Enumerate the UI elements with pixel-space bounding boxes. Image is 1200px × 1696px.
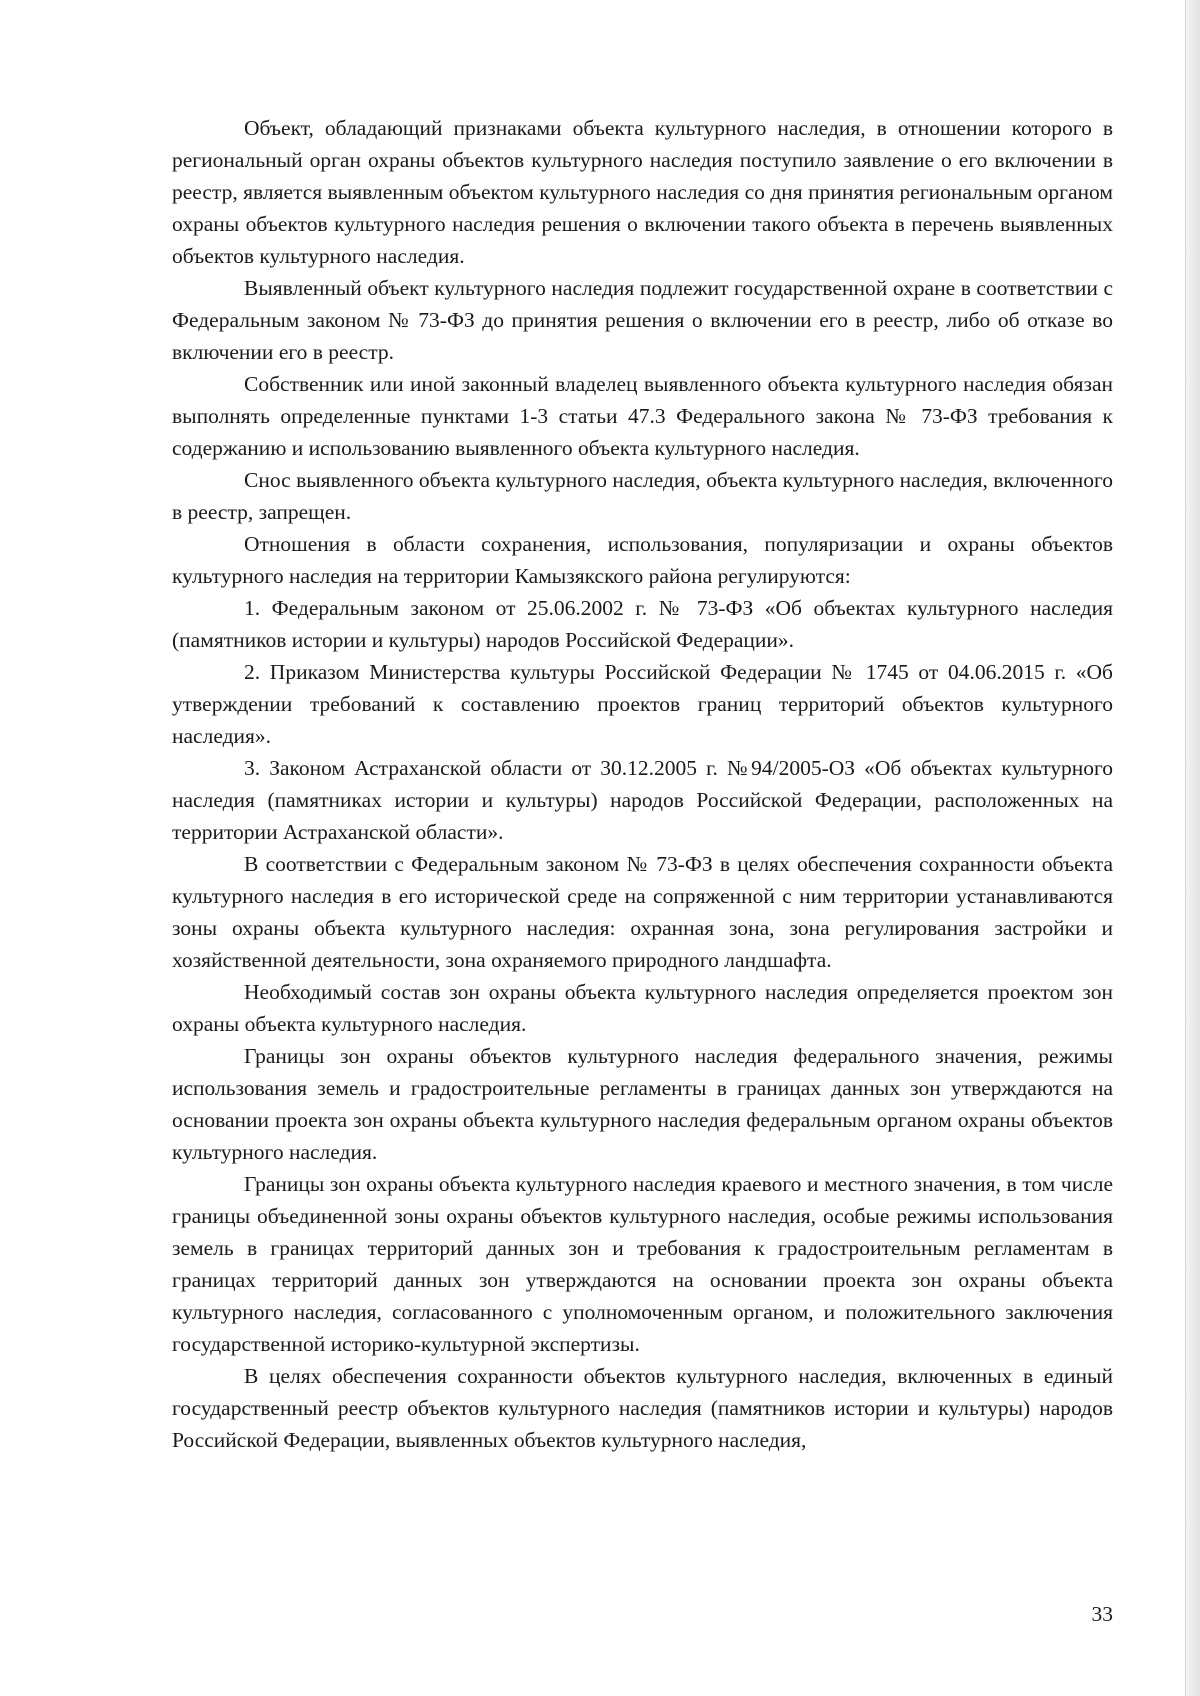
paragraph: Границы зон охраны объектов культурного наследия федерального значения, режимы использования земель и градостроительные регламенты в границах данных зон утверждаются на основании проекта зон охраны объекта культурного наследия федеральным органом охраны объектов культурного наследия. [172,1044,1113,1164]
list-item-paragraph: 3. Законом Астраханской области от 30.12.2005 г. №94/2005-ОЗ «Об объектах культурного наследия (памятниках истории и культуры) народов Российской Федерации, расположенных на территории Астраханской области». [172,756,1113,844]
list-item-paragraph: 1. Федеральным законом от 25.06.2002 г. № 73-ФЗ «Об объектах культурного наследия (памятников истории и культуры) народов Российской Федерации». [172,596,1113,652]
page-number: 33 [1091,1602,1113,1626]
page-edge [1185,0,1200,1696]
paragraph: Объект, обладающий признаками объекта культурного наследия, в отношении которого в региональный орган охраны объектов культурного наследия поступило заявление о его включении в реестр, является выявленным объектом культурного наследия со дня принятия региональным органом охраны объектов культурного наследия решения о включении такого объекта в перечень выявленных объектов культурного наследия. [172,116,1113,268]
paragraph: Границы зон охраны объекта культурного наследия краевого и местного значения, в том числе границы объединенной зоны охраны объектов культурного наследия, особые режимы использования земель в границах территорий данных зон и требования к градостроительным регламентам в границах территорий данных зон утверждаются на основании проекта зон охраны объекта культурного наследия, согласованного с уполномоченным органом, и положительного заключения государственной историко-культурной экспертизы. [172,1172,1113,1356]
paragraph: Необходимый состав зон охраны объекта культурного наследия определяется проектом зон охраны объекта культурного наследия. [172,980,1113,1036]
paragraph: Выявленный объект культурного наследия подлежит государственной охране в соответствии с Федеральным законом № 73-ФЗ до принятия решения о включении его в реестр, либо об отказе во включении его в реестр. [172,276,1113,364]
paragraph: Снос выявленного объекта культурного наследия, объекта культурного наследия, включенного в реестр, запрещен. [172,468,1113,524]
list-item-paragraph: 2. Приказом Министерства культуры Российской Федерации № 1745 от 04.06.2015 г. «Об утверждении требований к составлению проектов границ территорий объектов культурного наследия». [172,660,1113,748]
document-body [172,112,1113,1456]
paragraph: В соответствии с Федеральным законом № 73-ФЗ в целях обеспечения сохранности объекта культурного наследия в его исторической среде на сопряженной с ним территории устанавливаются зоны охраны объекта культурного наследия: охранная зона, зона регулирования застройки и хозяйственной деятельности, зона охраняемого природного ландшафта. [172,852,1113,972]
paragraph: Отношения в области сохранения, использования, популяризации и охраны объектов культурного наследия на территории Камызякского района регулируются: [172,532,1113,588]
paragraph: В целях обеспечения сохранности объектов культурного наследия, включенных в единый государственный реестр объектов культурного наследия (памятников истории и культуры) народов Российской Федерации, выявленных объектов культурного наследия, [172,1364,1113,1452]
paragraph: Собственник или иной законный владелец выявленного объекта культурного наследия обязан выполнять определенные пунктами 1-3 статьи 47.3 Федерального закона № 73-ФЗ требования к содержанию и использованию выявленного объекта культурного наследия. [172,372,1113,460]
